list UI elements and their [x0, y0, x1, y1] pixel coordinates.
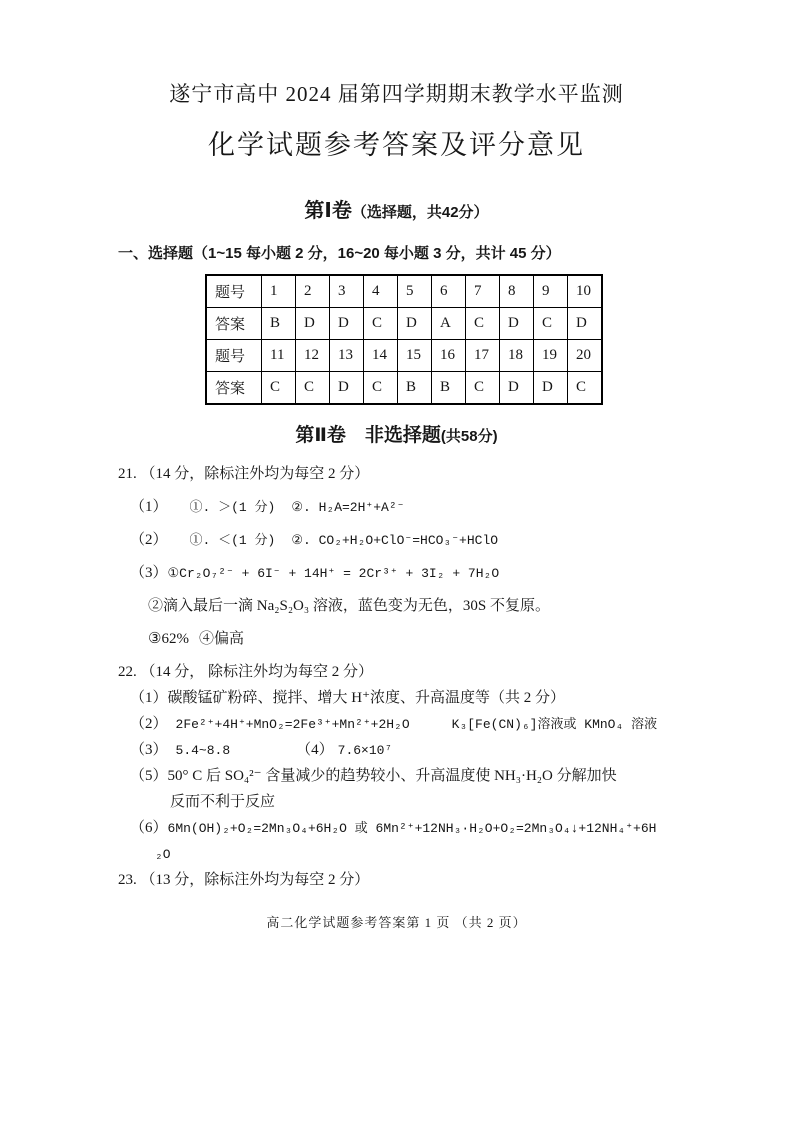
answer-cell: D	[534, 372, 568, 405]
q21-item3-sub34	[148, 629, 793, 649]
answer-cell: D	[568, 308, 603, 340]
answer-cell: C	[364, 308, 398, 340]
answer-cell: D	[500, 372, 534, 405]
item-label: （2）	[130, 532, 168, 548]
part2-heading-note: (共58分)	[440, 428, 498, 445]
question-number-cell: 12	[296, 340, 330, 372]
item-label: （6）	[130, 820, 168, 836]
row-header: 题号	[206, 340, 262, 372]
question-number-cell: 18	[500, 340, 534, 372]
q23-heading: 23. （13 分，除标注外均为每空 2 分）	[118, 872, 370, 888]
answer-cell: D	[500, 308, 534, 340]
ph-range-value: 5.4~8.8	[175, 743, 231, 758]
part1-heading	[0, 198, 793, 226]
constant-value: 7.6×10⁷	[337, 743, 393, 758]
q21-item3-equation	[130, 563, 793, 583]
part2-heading-main: 第Ⅱ卷 非选择题	[295, 425, 441, 446]
q21-heading: 21. （14 分，除标注外均为每空 2 分）	[118, 466, 370, 482]
answer-cell: C	[364, 372, 398, 405]
item-label: （2）	[130, 716, 168, 732]
question-number-cell: 17	[466, 340, 500, 372]
q21-item3-sub4: ④偏高	[198, 631, 244, 647]
question-number-cell: 20	[568, 340, 603, 372]
q21-item3-sub2: ②滴入最后一滴 Na₂S₂O₃ 溶液，蓝色变为无色，30S 不复原。	[148, 598, 550, 614]
q22-item6-wrap	[155, 844, 793, 864]
question-number-cell: 8	[500, 275, 534, 308]
answer-cell: D	[296, 308, 330, 340]
page-footer: 高二化学试题参考答案第 1 页 （共 2 页）	[266, 915, 527, 930]
question-21-block	[0, 464, 793, 649]
question-number-cell: 11	[262, 340, 296, 372]
question-number-cell: 19	[534, 340, 568, 372]
answer-cell: B	[432, 372, 466, 405]
question-22-block	[0, 662, 793, 890]
answer-cell: B	[398, 372, 432, 405]
answer-cell: C	[534, 308, 568, 340]
table-row	[206, 308, 602, 340]
q22-item5-line2: 反而不利于反应	[170, 794, 276, 810]
reagent-answer: K₃[Fe(CN)₆]溶液或 KMnO₄ 溶液	[451, 717, 658, 732]
answer-table	[205, 274, 603, 405]
q22-heading: 22. （14 分， 除标注外均为每空 2 分）	[118, 664, 374, 680]
table-row	[206, 340, 602, 372]
table-row	[206, 372, 602, 405]
item-label: （4）	[296, 742, 334, 758]
chemical-equation: 6Mn(OH)₂+O₂=2Mn₃O₄+6H₂O 或 6Mn²⁺+12NH₃·H₂O+O₂=2Mn₃O₄↓+12NH₄⁺+6H	[167, 821, 657, 836]
table-row	[206, 275, 602, 308]
answer-cell: A	[432, 308, 466, 340]
q21-item1-answer1: ①. ＞(1 分)	[189, 500, 276, 515]
item-label: （3）	[130, 565, 168, 581]
exam-session-title: 遂宁市高中 2024 届第四学期期末教学水平监测	[169, 82, 624, 106]
chemical-equation-continued: ₂O	[155, 847, 171, 862]
section1-instruction: 一、选择题（1~15 每小题 2 分，16~20 每小题 3 分，共计 45 分）	[118, 245, 561, 262]
row-header: 题号	[206, 275, 262, 308]
question-number-cell: 7	[466, 275, 500, 308]
question-number-cell: 13	[330, 340, 364, 372]
question-number-cell: 14	[364, 340, 398, 372]
q22-item3-4	[130, 740, 793, 760]
answer-cell: D	[330, 372, 364, 405]
answer-cell: C	[296, 372, 330, 405]
question-number-cell: 15	[398, 340, 432, 372]
q21-item2	[130, 530, 793, 550]
question-number-cell: 1	[262, 275, 296, 308]
question-number-cell: 3	[330, 275, 364, 308]
document-title: 化学试题参考答案及评分意见	[208, 130, 585, 160]
answer-cell: D	[330, 308, 364, 340]
part1-heading-note: （选择题，共42分）	[351, 204, 489, 221]
question-number-cell: 2	[296, 275, 330, 308]
ionic-equation: ①Cr₂O₇²⁻ + 6I⁻ + 14H⁺ = 2Cr³⁺ + 3I₂ + 7H₂O	[167, 566, 500, 581]
part2-heading	[0, 423, 793, 450]
row-header: 答案	[206, 308, 262, 340]
q21-item2-answer1: ①. ＜(1 分)	[189, 533, 276, 548]
question-number-cell: 6	[432, 275, 466, 308]
row-header: 答案	[206, 372, 262, 405]
answer-cell: C	[568, 372, 603, 405]
answer-cell: C	[262, 372, 296, 405]
q21-item1-answer2: ②. H₂A=2H⁺+A²⁻	[291, 500, 405, 515]
q22-item1: （1）碳酸锰矿粉碎、搅拌、增大 H⁺浓度、升高温度等（共 2 分）	[130, 690, 566, 706]
q21-item2-answer2: ②. CO₂+H₂O+ClO⁻=HCO₃⁻+HClO	[291, 533, 499, 548]
answer-cell: B	[262, 308, 296, 340]
item-label: （1）	[130, 499, 168, 515]
item-label: （3）	[130, 742, 168, 758]
question-number-cell: 9	[534, 275, 568, 308]
question-number-cell: 5	[398, 275, 432, 308]
question-number-cell: 10	[568, 275, 603, 308]
answer-cell: D	[398, 308, 432, 340]
question-number-cell: 16	[432, 340, 466, 372]
ionic-equation: 2Fe²⁺+4H⁺+MnO₂=2Fe³⁺+Mn²⁺+2H₂O	[175, 717, 410, 732]
part1-heading-main: 第Ⅰ卷	[304, 200, 352, 222]
q21-item1	[130, 497, 793, 517]
q22-item5-line1: （5）50° C 后 SO₄²⁻ 含量减少的趋势较小、升高温度使 NH₃·H₂O 分解加快	[130, 768, 617, 784]
q21-item3-sub3: ③62%	[148, 631, 189, 647]
answer-cell: C	[466, 372, 500, 405]
answer-cell: C	[466, 308, 500, 340]
question-number-cell: 4	[364, 275, 398, 308]
q22-item2	[130, 714, 793, 734]
q22-item6	[130, 818, 793, 838]
